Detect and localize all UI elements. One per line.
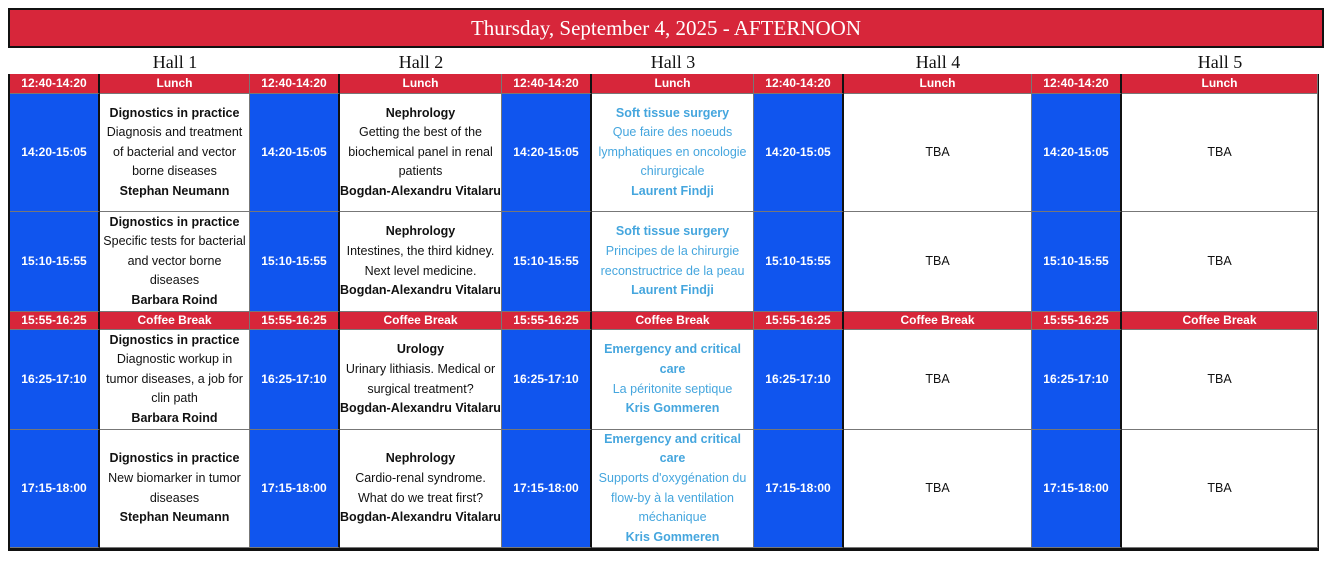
session-track: Dignostics in practice bbox=[109, 105, 240, 120]
lunch-label: Lunch bbox=[1122, 74, 1318, 94]
session-speaker: Laurent Findji bbox=[631, 183, 714, 198]
session-cell bbox=[592, 94, 754, 212]
break-time-cell: 12:40-14:20 bbox=[754, 74, 844, 94]
session-time-cell: 15:10-15:55 bbox=[10, 212, 100, 312]
break-time-cell: 15:55-16:25 bbox=[10, 312, 100, 330]
break-time-cell: 12:40-14:20 bbox=[10, 74, 100, 94]
session-speaker: Kris Gommeren bbox=[625, 529, 720, 544]
lunch-label: Lunch bbox=[844, 74, 1032, 94]
session-cell bbox=[340, 94, 502, 212]
session-title-line: La péritonite septique bbox=[612, 381, 733, 396]
session-time-cell: 17:15-18:00 bbox=[250, 430, 340, 548]
session-cell bbox=[100, 330, 250, 430]
session-time-cell: 16:25-17:10 bbox=[502, 330, 592, 430]
page-title: Thursday, September 4, 2025 - AFTERNOON bbox=[8, 8, 1324, 48]
lunch-label: Lunch bbox=[100, 74, 250, 94]
session-speaker: Bogdan-Alexandru Vitalaru bbox=[340, 401, 501, 416]
session-title-line: and vector borne bbox=[127, 253, 222, 268]
session-title-line: diseases bbox=[149, 273, 200, 288]
session-title-line: lymphatiques en oncologie bbox=[598, 144, 747, 159]
session-title-line: Urinary lithiasis. Medical or bbox=[345, 361, 496, 376]
session-time-cell: 17:15-18:00 bbox=[10, 430, 100, 548]
session-time-cell: 14:20-15:05 bbox=[502, 94, 592, 212]
session-cell bbox=[592, 212, 754, 312]
session-track: Emergency and critical care bbox=[604, 342, 741, 376]
break-time-cell: 12:40-14:20 bbox=[502, 74, 592, 94]
session-title-line: diseases bbox=[149, 490, 200, 505]
session-track: Urology bbox=[396, 342, 445, 357]
lunch-label: Lunch bbox=[592, 74, 754, 94]
coffee-break-label: Coffee Break bbox=[592, 312, 754, 330]
session-speaker: Stephan Neumann bbox=[119, 510, 230, 525]
tba-cell: TBA bbox=[1122, 330, 1318, 430]
session-cell bbox=[592, 330, 754, 430]
session-title-line: patients bbox=[398, 164, 443, 179]
hall-5-label: Hall 5 bbox=[1197, 51, 1243, 72]
session-title-line: méchanique bbox=[638, 510, 707, 525]
session-track: Nephrology bbox=[385, 105, 456, 120]
session-title-line: Specific tests for bacterial bbox=[103, 234, 246, 249]
tba-cell: TBA bbox=[844, 94, 1032, 212]
session-title-line: tumor diseases, a job for bbox=[106, 371, 243, 386]
tba-cell: TBA bbox=[1122, 212, 1318, 312]
hall-1-label: Hall 1 bbox=[152, 51, 198, 72]
session-title-line: biochemical panel in renal bbox=[348, 144, 493, 159]
session-cell bbox=[340, 430, 502, 548]
hall-3-label: Hall 3 bbox=[650, 51, 696, 72]
session-title-line: Supports d'oxygénation du bbox=[598, 470, 747, 485]
session-time-cell: 14:20-15:05 bbox=[250, 94, 340, 212]
session-title-line: Next level medicine. bbox=[364, 263, 477, 278]
session-time-cell: 17:15-18:00 bbox=[754, 430, 844, 548]
lunch-label: Lunch bbox=[340, 74, 502, 94]
session-title-line: of bacterial and vector bbox=[113, 144, 236, 159]
session-track: Dignostics in practice bbox=[109, 214, 240, 229]
session-title-line: reconstructrice de la peau bbox=[600, 263, 745, 278]
session-track: Dignostics in practice bbox=[109, 332, 240, 347]
session-time-cell: 16:25-17:10 bbox=[250, 330, 340, 430]
session-time-cell: 16:25-17:10 bbox=[754, 330, 844, 430]
session-title-line: Intestines, the third kidney. bbox=[346, 243, 495, 258]
session-time-cell: 15:10-15:55 bbox=[250, 212, 340, 312]
session-title-line: Cardio-renal syndrome. bbox=[355, 470, 486, 485]
session-title-line: surgical treatment? bbox=[367, 381, 474, 396]
session-cell bbox=[592, 430, 754, 548]
session-speaker: Bogdan-Alexandru Vitalaru bbox=[340, 283, 501, 298]
break-time-cell: 12:40-14:20 bbox=[250, 74, 340, 94]
tba-cell: TBA bbox=[844, 430, 1032, 548]
session-speaker: Bogdan-Alexandru Vitalaru bbox=[340, 183, 501, 198]
session-time-cell: 14:20-15:05 bbox=[10, 94, 100, 212]
session-track: Soft tissue surgery bbox=[615, 224, 730, 239]
hall-2-label: Hall 2 bbox=[398, 51, 444, 72]
session-title-line: Diagnostic workup in bbox=[116, 352, 233, 367]
session-title-line: borne diseases bbox=[132, 164, 217, 179]
coffee-break-label: Coffee Break bbox=[844, 312, 1032, 330]
session-cell bbox=[100, 430, 250, 548]
coffee-break-label: Coffee Break bbox=[100, 312, 250, 330]
session-speaker: Barbara Roind bbox=[131, 292, 218, 307]
session-title-line: What do we treat first? bbox=[357, 490, 484, 505]
session-track: Nephrology bbox=[385, 451, 456, 466]
session-speaker: Barbara Roind bbox=[131, 410, 218, 425]
session-title-line: clin path bbox=[151, 391, 198, 406]
session-title-line: Principes de la chirurgie bbox=[605, 243, 740, 258]
schedule-grid bbox=[8, 74, 1319, 551]
break-time-cell: 15:55-16:25 bbox=[502, 312, 592, 330]
session-title-line: flow-by à la ventilation bbox=[611, 490, 734, 505]
session-cell bbox=[100, 212, 250, 312]
session-track: Dignostics in practice bbox=[109, 451, 240, 466]
session-time-cell: 15:10-15:55 bbox=[754, 212, 844, 312]
break-time-cell: 15:55-16:25 bbox=[250, 312, 340, 330]
session-time-cell: 14:20-15:05 bbox=[1032, 94, 1122, 212]
session-time-cell: 17:15-18:00 bbox=[1032, 430, 1122, 548]
break-time-cell: 15:55-16:25 bbox=[754, 312, 844, 330]
coffee-break-label: Coffee Break bbox=[340, 312, 502, 330]
session-track: Soft tissue surgery bbox=[615, 105, 730, 120]
session-track: Emergency and critical care bbox=[604, 431, 741, 466]
session-cell bbox=[100, 94, 250, 212]
session-speaker: Laurent Findji bbox=[631, 283, 714, 298]
session-cell bbox=[340, 330, 502, 430]
session-time-cell: 17:15-18:00 bbox=[502, 430, 592, 548]
session-title-line: chirurgicale bbox=[640, 164, 705, 179]
tba-cell: TBA bbox=[844, 212, 1032, 312]
tba-cell: TBA bbox=[1122, 430, 1318, 548]
break-time-cell: 12:40-14:20 bbox=[1032, 74, 1122, 94]
session-time-cell: 15:10-15:55 bbox=[1032, 212, 1122, 312]
session-title-line: Que faire des noeuds bbox=[612, 125, 733, 140]
session-time-cell: 15:10-15:55 bbox=[502, 212, 592, 312]
session-title-line: New biomarker in tumor bbox=[108, 470, 241, 485]
break-time-cell: 15:55-16:25 bbox=[1032, 312, 1122, 330]
session-time-cell: 16:25-17:10 bbox=[1032, 330, 1122, 430]
hall-4-label: Hall 4 bbox=[915, 51, 961, 72]
tba-cell: TBA bbox=[1122, 94, 1318, 212]
session-speaker: Kris Gommeren bbox=[625, 401, 720, 416]
session-speaker: Bogdan-Alexandru Vitalaru bbox=[340, 510, 501, 525]
session-speaker: Stephan Neumann bbox=[119, 183, 230, 198]
session-cell bbox=[340, 212, 502, 312]
session-title-line: Diagnosis and treatment bbox=[106, 125, 243, 140]
session-title-line: Getting the best of the bbox=[359, 125, 482, 140]
coffee-break-label: Coffee Break bbox=[1122, 312, 1318, 330]
session-track: Nephrology bbox=[385, 224, 456, 239]
session-time-cell: 14:20-15:05 bbox=[754, 94, 844, 212]
tba-cell: TBA bbox=[844, 330, 1032, 430]
session-time-cell: 16:25-17:10 bbox=[10, 330, 100, 430]
